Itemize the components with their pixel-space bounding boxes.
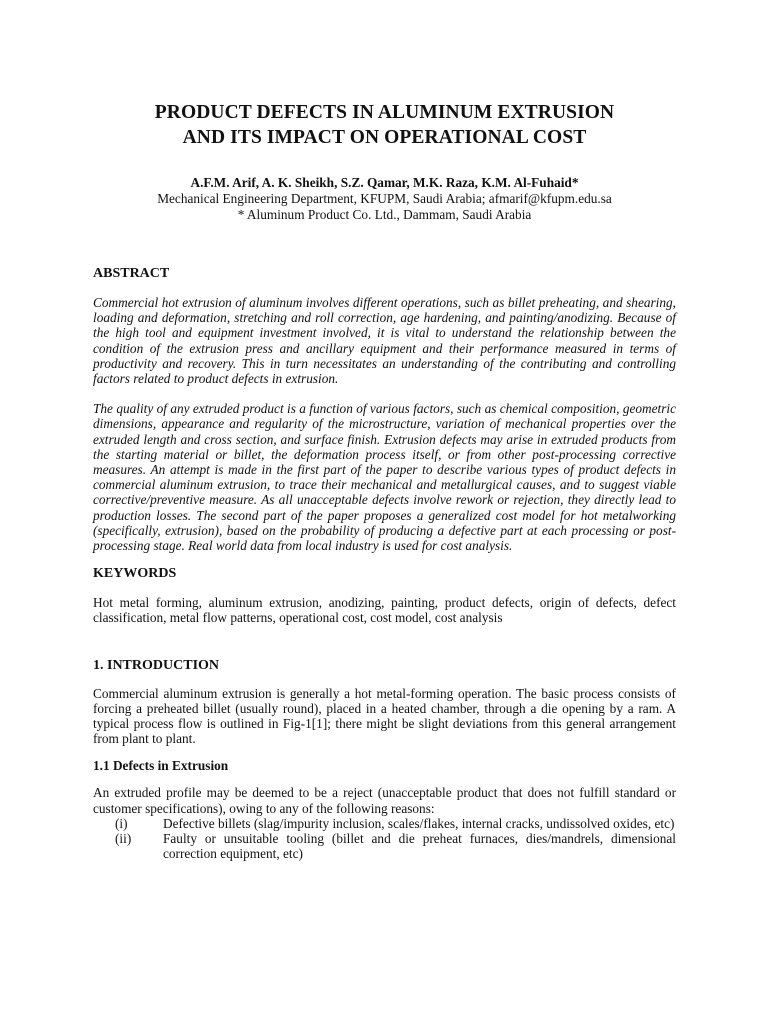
introduction-heading: 1. INTRODUCTION [93,657,220,673]
list-item-text: Faulty or unsuitable tooling (billet and die preheat furnaces, dies/mandrels, dimensional correction equipment, etc) [163,831,676,862]
affiliation-secondary: * Aluminum Product Co. Ltd., Dammam, Saudi Arabia [237,207,532,222]
list-item-number: (ii) [115,831,132,847]
list-item-number: (i) [115,815,128,831]
list-item [93,816,676,831]
introduction-text: Commercial aluminum extrusion is generally a hot metal-forming operation. The basic process consists of forcing a preheated billet (usually round), placed in a heated chamber, through a die opening by a ram. A typical process flow is outlined in Fig-1[1]; there might be slight deviations from this general arrangement from plant to plant. [93,685,676,747]
title-line-2: AND ITS IMPACT ON OPERATIONAL COST [182,127,587,148]
title-line-1: PRODUCT DEFECTS IN ALUMINUM EXTRUSION [154,102,615,123]
list-item-text: Defective billets (slag/impurity inclusion, scales/flakes, internal cracks, undissolved oxides, etc) [163,815,675,831]
affiliation-primary: Mechanical Engineering Department, KFUPM, Saudi Arabia; afmarif@kfupm.edu.sa [157,191,612,206]
defects-subheading: 1.1 Defects in Extrusion [93,758,229,774]
abstract-paragraph-2: The quality of any extruded product is a function of various factors, such as chemical composition, geometric dimensions, appearance and regularity of the microstructure, variation of mechanical properties over the extruded length and cross section, and surface finish. Extrusion defects may arise in extruded products from the starting material or billet, the deformation process itself, or from other post-processing corrective measures. An attempt is made in the first part of the paper to describe various types of product defects in commercial aluminum extrusion, to trace their mechanical and metallurgical causes, and to suggest viable corrective/preventive measure. As all unacceptable defects involve rework or rejection, they directly lead to production losses. The second part of the paper proposes a generalized cost model for hot metalworking (specifically, extrusion), based on the probability of producing a defective part at each processing or post-processing stage. Real world data from local industry is used for cost analysis. [93,401,676,554]
abstract-paragraph-1: Commercial hot extrusion of aluminum involves different operations, such as billet preheating, and shearing, loading and deformation, stretching and roll correction, age hardening, and painting/anodizing. Because of the high tool and equipment investment involved, it is vital to understand the relationship between the condition of the extrusion press and ancillary equipment and their performance measured in terms of productivity and recovery. This in turn necessitates an understanding of the contributing and controlling factors related to product defects in extrusion. [93,295,676,387]
author-names: A.F.M. Arif, A. K. Sheikh, S.Z. Qamar, M.K. Raza, K.M. Al-Fuhaid* [190,175,579,190]
author-block [93,175,676,223]
list-item [93,831,676,861]
defects-text: An extruded profile may be deemed to be a reject (unacceptable product that does not fulfill standard or customer specifications), owing to any of the following reasons: [93,785,676,816]
keywords-text: Hot metal forming, aluminum extrusion, anodizing, painting, product defects, origin of defects, defect classification, metal flow patterns, operational cost, cost model, cost analysis [93,595,676,626]
reasons-list [93,816,676,862]
paper-page [93,100,676,861]
paper-title [93,100,676,150]
keywords-heading: KEYWORDS [93,566,177,582]
abstract-heading: ABSTRACT [93,266,170,281]
